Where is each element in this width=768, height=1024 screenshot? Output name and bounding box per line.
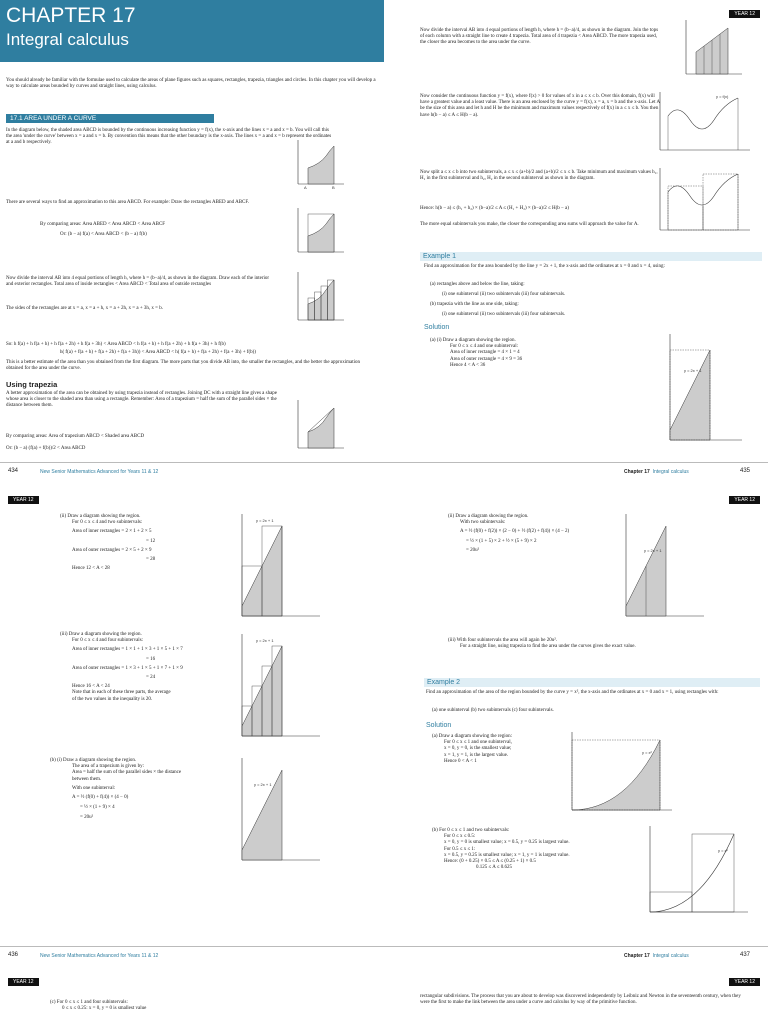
part-a-ii (60, 514, 240, 572)
trapezia-paragraph: A better approximation of the area can be obtained by using trapezia instead of rectangles. Joining DC with a straight line gives a shape whose area is closer to the shaded area than using a rectangle. Remember: Area of a trapezium = half the sum of the parallel sides × the distance between them. (6, 391, 278, 409)
text-line: x = 1, y = 1, is the largest value. (444, 752, 509, 758)
footer-rule (0, 462, 384, 463)
rectangle-sides: The sides of the rectangles are at x = a, x = a + h, x = a + 2h, x = a + 3h, x = b. (6, 306, 163, 311)
text-line: (ii) Draw a diagram showing the region. (60, 514, 141, 519)
curve-label: y = x² (718, 848, 728, 853)
example-2-options: (a) one subinterval (b) two subintervals (c) four subintervals. (432, 708, 554, 713)
page-437 (384, 494, 768, 974)
hence-inequality: Hence: h(b − a) ≤ (h₁ + h₂) × (b−a)/2 ≤ A ≤ (H₁ + H₂) × (b−a)/2 ≤ H(b − a) (420, 206, 569, 211)
split-paragraph: Now split a ≤ x ≤ b into two subintervals, a ≤ x ≤ (a+b)/2 and (a+b)/2 ≤ x ≤ b. Take minimum and maximum values h₁, H₁ in the first subinterval and h₂, H₂ in the second subinterval as shown in the diagram. (420, 170, 658, 182)
svg-text:B: B (332, 185, 335, 190)
footer-rule (384, 946, 768, 947)
example-1-part-b-options: (i) one subinterval (ii) two subintervals (iii) four subintervals. (442, 312, 566, 317)
page-435 (384, 0, 768, 490)
line-label: y = 2x + 1 (644, 548, 662, 553)
text-line: Hence 16 < A < 24 (72, 684, 110, 690)
text-line: Area of inner rectangles = 1 × 1 + 1 × 3 + 1 × 5 + 1 × 7 (72, 647, 183, 653)
year-tab: YEAR 12 (729, 10, 760, 18)
compare-areas-1: By comparing areas: Area ABED < Area ABCD < Area ABCF (40, 222, 166, 227)
text-line: = 16 (146, 656, 156, 662)
text-line: = 20u² (466, 547, 480, 553)
text-line: Note that in each of these three parts, the average (72, 690, 171, 696)
text-line: (b) (i) Draw a diagram showing the region. (50, 758, 137, 763)
intro-paragraph: You should already be familiar with the formulae used to calculate the areas of plane figures such as squares, rectangles, trapezia, triangles and circles. In this chapter you will develop a way to calculate areas bounded by curves and straight lines, using calculus. (6, 78, 376, 90)
text-line: Hence: (0 + 0.25) × 0.5 ≤ A ≤ (0.25 + 1) × 0.5 (444, 859, 536, 865)
text-line: (iii) With four subintervals the area will again be 20u². (448, 638, 557, 643)
compare-areas-2: Or: (b − a) f(a) < Area ABCD < (b − a) f(b) (60, 232, 147, 237)
figure-area-under-curve (292, 138, 348, 190)
solution-heading: Solution (424, 324, 450, 331)
part-a-iii (60, 632, 260, 703)
text-line: For 0 ≤ x ≤ 4 and two subintervals: (72, 520, 143, 526)
text-line: For 0 ≤ x ≤ 4 and four subintervals: (72, 638, 144, 644)
page-number-435: 435 (740, 468, 751, 474)
text-line: Area of inner rectangles = 2 × 1 + 2 × 5 (72, 529, 152, 535)
year-tab: YEAR 12 (8, 496, 39, 504)
footer-chapter-number: Chapter 17 (624, 953, 650, 959)
paragraph-approximation: There are several ways to find an approximation to this area ABCD. For example: Draw the rectangles ABED and ABCF. (6, 200, 250, 205)
footer-chapter (624, 953, 689, 959)
text-line: Hence 0 < A < 1 (444, 758, 477, 764)
page-number-434: 434 (8, 468, 19, 474)
text-line: A = ½ (f(0) + f(4)) × (4 − 0) (72, 795, 129, 801)
text-line: between them. (72, 776, 102, 782)
text-line: = 24 (146, 675, 156, 681)
text-line: A = ½ (f(0) + f(2)) × (2 − 0) + ½ (f(2) + f(4)) × (4 − 2) (460, 529, 570, 535)
text-line: = 20u² (80, 815, 94, 821)
example-1-question: Find an approximation for the area bounded by the line y = 2x + 1, the x-axis and the ordinates at x = 0 and x = 4, using: (424, 264, 665, 269)
figure-a-iii (234, 632, 324, 744)
solution-line: (a) (i) Draw a diagram showing the region. (430, 338, 516, 343)
paragraph-four-portions: Now divide the interval AB into 4 equal portions of length h, where h = (b−a)/4, as shown in the diagram. Draw each of the interior and exterior rectangles. Total area of inside rectangles < Area ABCD < Total area of outside rectangles (6, 276, 270, 288)
solution-heading: Solution (426, 722, 452, 729)
example-2-heading: Example 2 (424, 678, 760, 687)
chapter-title: Integral calculus (6, 30, 129, 49)
trapezium-inequality: Or: (b − a) (f(a) + f(b))/2 < Area ABCD (6, 446, 86, 451)
figure-b-ii (618, 512, 708, 624)
text-line: 0.125 ≤ A ≤ 0.625 (476, 865, 513, 871)
text-line: = ½ × (1 + 5) × 2 + ½ × (5 + 9) × 2 (466, 538, 537, 544)
line-label: y = 2x + 1 (684, 368, 702, 373)
page-number-436: 436 (8, 952, 19, 958)
figure-four-rectangles (292, 270, 348, 326)
inequality-line-2: h( f(a) + f(a + h) + f(a + 2h) + f(a + 3h)) < Area ABCD < h( f(a + h) + f(a + 2h) + f(a + 3h) + f(b)) (60, 350, 256, 355)
example-1-part-b: (b) trapezia with the line as one side, taking: (430, 302, 519, 307)
page-438-partial (0, 976, 768, 1024)
page-number-437: 437 (740, 952, 751, 958)
curve-label: y = f(x) (716, 94, 729, 99)
text-line: (ii) Draw a diagram showing the region. (448, 514, 529, 519)
figure-example-1-a-i (662, 332, 746, 448)
part-b-iii (448, 638, 748, 650)
text-line: For 0.5 ≤ x ≤ 1: (444, 846, 476, 852)
footer-rule (0, 946, 384, 947)
text-line: For 0 ≤ x ≤ 1 and one subinterval, (444, 740, 512, 746)
footer-chapter-title: Integral calculus (652, 469, 689, 475)
figure-x-squared-one-subinterval (556, 730, 676, 820)
solution-line: Hence 4 < A < 36 (450, 362, 486, 368)
page-434 (0, 0, 384, 490)
trapezium-compare: By comparing areas: Area of trapezium ABCD < Shaded area ABCD (6, 434, 145, 439)
text-line: (iii) Draw a diagram showing the region. (60, 632, 142, 637)
year-tab: YEAR 12 (729, 496, 760, 504)
example-1-part-a: (a) rectangles above and below the line, taking: (430, 282, 525, 287)
solution-b (432, 828, 632, 871)
text-line: x = 0, y = 0, is the smallest value; (444, 746, 512, 752)
year-tab: YEAR 12 (8, 978, 39, 986)
line-label: y = 2x + 1 (256, 518, 274, 523)
year-tab-right: YEAR 12 (729, 978, 760, 986)
part-c (50, 1000, 230, 1012)
text-line: (a) Draw a diagram showing the region: (432, 734, 512, 739)
text-line: (b) For 0 ≤ x ≤ 1 and two subintervals: (432, 828, 510, 833)
line-label: y = 2x + 1 (256, 638, 274, 643)
solution-line: Area of outer rectangle = 4 × 9 = 36 (450, 356, 523, 362)
section-heading: 17.1 AREA UNDER A CURVE (6, 114, 214, 123)
figure-b-i (234, 756, 324, 868)
text-line: With one subinterval: (72, 785, 116, 791)
footer-rule (384, 462, 768, 463)
figure-trapezium (292, 398, 348, 454)
paragraph-area-definition: In the diagram below, the shaded area ABCD is bounded by the continuous increasing function y = f(x), the x-axis and the lines x = a and x = b. You will call this the area 'under the curve' between x = a and x = b. By convention this means that the other boundary is the x-axis. The lines x = a and x = b represent the ordinates at a and b respectively. (6, 128, 332, 146)
footer-book-title: New Senior Mathematics Advanced for Years 11 & 12 (40, 953, 159, 959)
footer-chapter-title: Integral calculus (652, 953, 689, 959)
text-line: (c) For 0 ≤ x ≤ 1 and four subintervals: (50, 1000, 128, 1005)
continuous-function-paragraph: Now consider the continuous function y = f(x), where f(x) > 0 for values of x in a ≤ x ≤ b. Over this domain, f(x) will have a greatest value and a least value. There is an area enclosed by the curve y = f(x), x = a, x = b and the x-axis. Let A be the size of this area and let h and H be the minimum and maximum values respectively of f(x) in a ≤ x ≤ b. You then have h(b − a) ≤ A ≤ H(b − a). (420, 94, 660, 118)
text-line: Area of outer rectangles = 1 × 3 + 1 × 5 + 1 × 7 + 1 × 9 (72, 665, 183, 671)
figure-x-squared-two-subintervals (636, 824, 752, 920)
trapezia-division-paragraph: Now divide the interval AB into 4 equal portions of length h, where h = (b−a)/4, as shown in the diagram. Join the tops of each column with a straight line to create 4 trapezia. Total area of 4 trapezia < Area ABCD. The more trapezia used, the closer the area becomes to the area under the curve. (420, 28, 659, 46)
text-line: With two subintervals: (460, 520, 506, 526)
text-line: = ½ × (1 + 9) × 4 (80, 805, 115, 811)
better-estimate-paragraph: This is a better estimate of the area than you obtained from the first diagram. The more parts that you divide AB into, the smaller the rectangles, and the better the approximation obtained for the area under the curve. (6, 360, 360, 372)
text-line: For a straight line, using trapezia to find the area under the curves gives the exact value. (460, 644, 636, 650)
solution-lines (430, 338, 590, 369)
text-line: = 12 (146, 538, 156, 544)
text-line: Area = half the sum of the parallel sides × the distance (72, 770, 182, 776)
solution-line: For 0 ≤ x ≤ 4 and one subinterval: (450, 344, 518, 350)
subheading-trapezia: Using trapezia (6, 380, 58, 389)
text-line: = 28 (146, 557, 156, 563)
text-line: For 0 ≤ x ≤ 0.5: (444, 834, 476, 840)
text-line: x = 0.5, y = 0.25 is smallest value; x = 1, y = 1 is largest value. (444, 852, 570, 858)
line-label: y = 2x + 1 (254, 782, 272, 787)
history-paragraph: rectangular subdivisions. The process that you are about to develop was discovered independently by Leibniz and Newton in the seventeenth century, when they were the first to make the link between the area under a curve and calculus by way of the primitive function. (420, 994, 741, 1006)
figure-subintervals (654, 166, 754, 236)
text-line: Hence 12 < A < 28 (72, 566, 110, 572)
figure-min-max (654, 90, 754, 156)
example-2-question: Find an approximation of the area of the region bounded by the curve y = x², the x-axis and the ordinates at x = 0 and x = 1, using rectangles with: (426, 690, 719, 695)
example-1-part-a-options: (i) one subinterval (ii) two subintervals (iii) four subintervals. (442, 292, 566, 297)
svg-text:A: A (304, 185, 307, 190)
chapter-number: CHAPTER 17 (6, 4, 136, 27)
part-b-i (50, 758, 250, 822)
chapter-banner (0, 0, 384, 62)
footer-chapter-number: Chapter 17 (624, 469, 650, 475)
inequality-line-1: So: h f(a) + h f(a + h) + h f(a + 2h) + h f(a + 3h) < Area ABCD < h f(a + h) + h f(a + 2h) + h f(a + 3h) + h f(b) (6, 342, 226, 347)
text-line: The area of a trapezium is given by: (72, 764, 145, 770)
footer-chapter (624, 469, 689, 475)
figure-four-trapezia (680, 18, 746, 80)
text-line: 0 ≤ x ≤ 0.25: x = 0, y = 0 is smallest value (62, 1006, 147, 1012)
page-436 (0, 494, 384, 974)
text-line: of the two values in the inequality is 20. (72, 696, 153, 702)
text-line: x = 0, y = 0 is smallest value; x = 0.5, y = 0.25 is largest value. (444, 840, 570, 846)
footer-book-title: New Senior Mathematics Advanced for Years 11 & 12 (40, 469, 159, 475)
figure-a-ii (234, 512, 324, 624)
example-1-heading: Example 1 (420, 252, 762, 261)
more-subintervals: The more equal subintervals you make, the closer the corresponding area sums will approach the value for A. (420, 222, 639, 227)
figure-rectangles-abcf (292, 206, 348, 258)
text-line: Area of outer rectangles = 2 × 5 + 2 × 9 (72, 547, 152, 553)
curve-label: y = x² (642, 750, 652, 755)
solution-line: Area of inner rectangle = 4 × 1 = 4 (450, 350, 520, 356)
